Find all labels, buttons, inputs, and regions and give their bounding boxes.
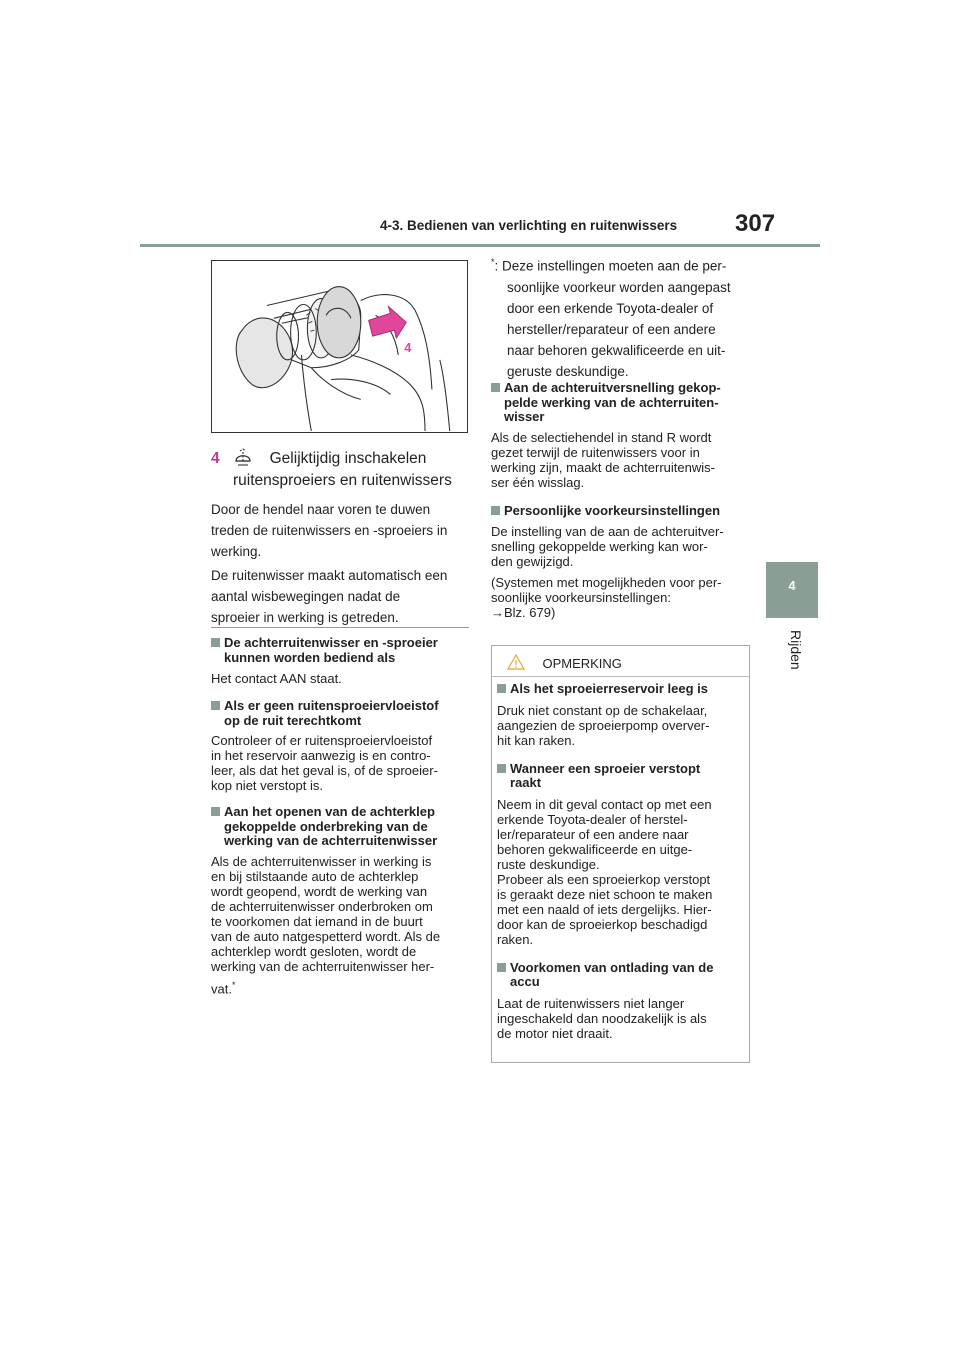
bullet-square bbox=[491, 506, 500, 515]
section-tailgate-interrupt bbox=[211, 805, 469, 996]
section-heading: Aan het openen van de achterklep gekoppelde onderbreking van de werking van de achterruitenwisser bbox=[211, 805, 469, 849]
bullet-square bbox=[211, 638, 220, 647]
section-rear-wiper-operable bbox=[211, 636, 469, 686]
item-4-para2: De ruitenwisser maakt automatisch een aantal wisbewegingen nadat de sproeier in werking is getreden. bbox=[211, 568, 448, 625]
section-heading: Wanneer een sproeier verstopt raakt bbox=[497, 762, 745, 791]
item-4-title-line1 bbox=[211, 448, 469, 470]
item-4-title-line2: ruitensproeiers en ruitenwissers bbox=[233, 472, 452, 489]
bullet-square bbox=[491, 383, 500, 392]
note-section-clogged-nozzle bbox=[497, 762, 745, 947]
section-body: Het contact AAN staat. bbox=[211, 671, 342, 686]
washer-icon bbox=[234, 448, 252, 466]
footnote-mark: * bbox=[231, 979, 236, 990]
item-4-title: Gelijktijdig inschakelen bbox=[269, 450, 427, 467]
section-reverse-linked-wiper bbox=[491, 381, 751, 490]
chapter-number: 4 bbox=[788, 578, 796, 593]
section-no-washer-fluid bbox=[211, 699, 469, 793]
note-content bbox=[497, 682, 745, 1041]
push-arrow bbox=[369, 306, 407, 338]
bullet-square bbox=[497, 684, 506, 693]
section-body: Neem in dit geval contact op met een erkende Toyota-dealer of herstel- ler/reparateur of een andere naar behoren gekwalificeerde en uitge- ruste deskundige. Probeer als een sproeierkop verstopt is geraakt deze niet schoon te maken met een naald of iets dergelijks. Hier- door kan de sproeierkop beschadigd raken. bbox=[497, 796, 713, 947]
bullet-square bbox=[497, 764, 506, 773]
divider bbox=[211, 627, 469, 628]
header-rule bbox=[140, 244, 820, 247]
section-body: Als de selectiehendel in stand R wordt gezet terwijl de ruitenwissers voor in werking zijn, maakt de achterruitenwis- ser één wisslag. bbox=[491, 429, 715, 490]
note-section-battery bbox=[497, 961, 745, 1041]
item-4-para1: Door de hendel naar voren te duwen treden de ruitenwissers en -sproeiers in werking. bbox=[211, 502, 448, 559]
note-divider bbox=[492, 676, 749, 677]
section-body: Als de achterruitenwisser in werking is en bij stilstaande auto de achterklep wordt geopend, wordt de werking van de achterruitenwisser onderbroken om te voorkomen dat iemand in de buurt van de auto natgespetterd wordt. Als de achterklep wordt gesloten, wordt de werking van de achterruitenwisser her- vat.* bbox=[211, 853, 441, 996]
figure-callout: 4 bbox=[404, 339, 412, 355]
warning-icon bbox=[507, 654, 525, 670]
bullet-square bbox=[211, 701, 220, 710]
bullet-square bbox=[497, 963, 506, 972]
section-heading: Als er geen ruitensproeiervloeistof op de ruit terechtkomt bbox=[211, 699, 469, 728]
right-sections bbox=[491, 381, 751, 620]
note-header bbox=[507, 654, 622, 673]
section-title: 4-3. Bedienen van verlichting en ruitenwissers bbox=[380, 218, 678, 233]
section-body: Druk niet constant op de schakelaar, aangezien de sproeierpomp overver- hit kan raken. bbox=[497, 702, 710, 748]
section-body: Controleer of er ruitensproeiervloeistof in het reservoir aanwezig is en contro- leer, als dat het geval is, of de sproeier- kop niet verstopt is. bbox=[211, 733, 438, 793]
note-title: OPMERKING bbox=[542, 656, 622, 671]
page-reference[interactable]: →Blz. 679) bbox=[491, 605, 556, 620]
section-heading: Als het sproeierreservoir leeg is bbox=[497, 682, 745, 697]
note-box bbox=[491, 645, 750, 1063]
footnote: *: Deze instellingen moeten aan de per- soonlijke voorkeur worden aangepast door een erkende Toyota-dealer of hersteller/reparateur of een andere naar behoren gekwalificeerde en uit- geruste deskundige. bbox=[491, 257, 731, 379]
section-heading: Persoonlijke voorkeursinstellingen bbox=[491, 504, 751, 519]
item-4-number: 4 bbox=[211, 450, 220, 467]
wiper-lever-illustration bbox=[211, 260, 468, 433]
bullet-square bbox=[211, 807, 220, 816]
section-heading: Aan de achteruitversnelling gekop- pelde werking van de achterruiten- wisser bbox=[491, 381, 751, 425]
chapter-label-wrap bbox=[780, 630, 810, 680]
left-sections bbox=[211, 636, 469, 996]
section-body: Laat de ruitenwissers niet langer ingeschakeld dan noodzakelijk is als de motor niet draait. bbox=[497, 995, 707, 1041]
section-heading: Voorkomen van ontlading van de accu bbox=[497, 961, 745, 990]
section-body: De instelling van de aan de achteruitver- snelling gekoppelde werking kan wor- den gewijzigd. (Systemen met mogelijkheden voor per- soonlijke voorkeursinstellingen: →Blz. 679) bbox=[491, 524, 751, 620]
lever-drawing bbox=[212, 261, 467, 432]
page-number: 307 bbox=[735, 210, 776, 237]
item-4 bbox=[211, 448, 469, 628]
section-personal-settings bbox=[491, 504, 751, 621]
chapter-label: Rijden bbox=[788, 630, 804, 670]
section-heading: De achterruitenwisser en -sproeier kunnen worden bediend als bbox=[211, 636, 469, 665]
note-section-empty-reservoir bbox=[497, 682, 745, 748]
